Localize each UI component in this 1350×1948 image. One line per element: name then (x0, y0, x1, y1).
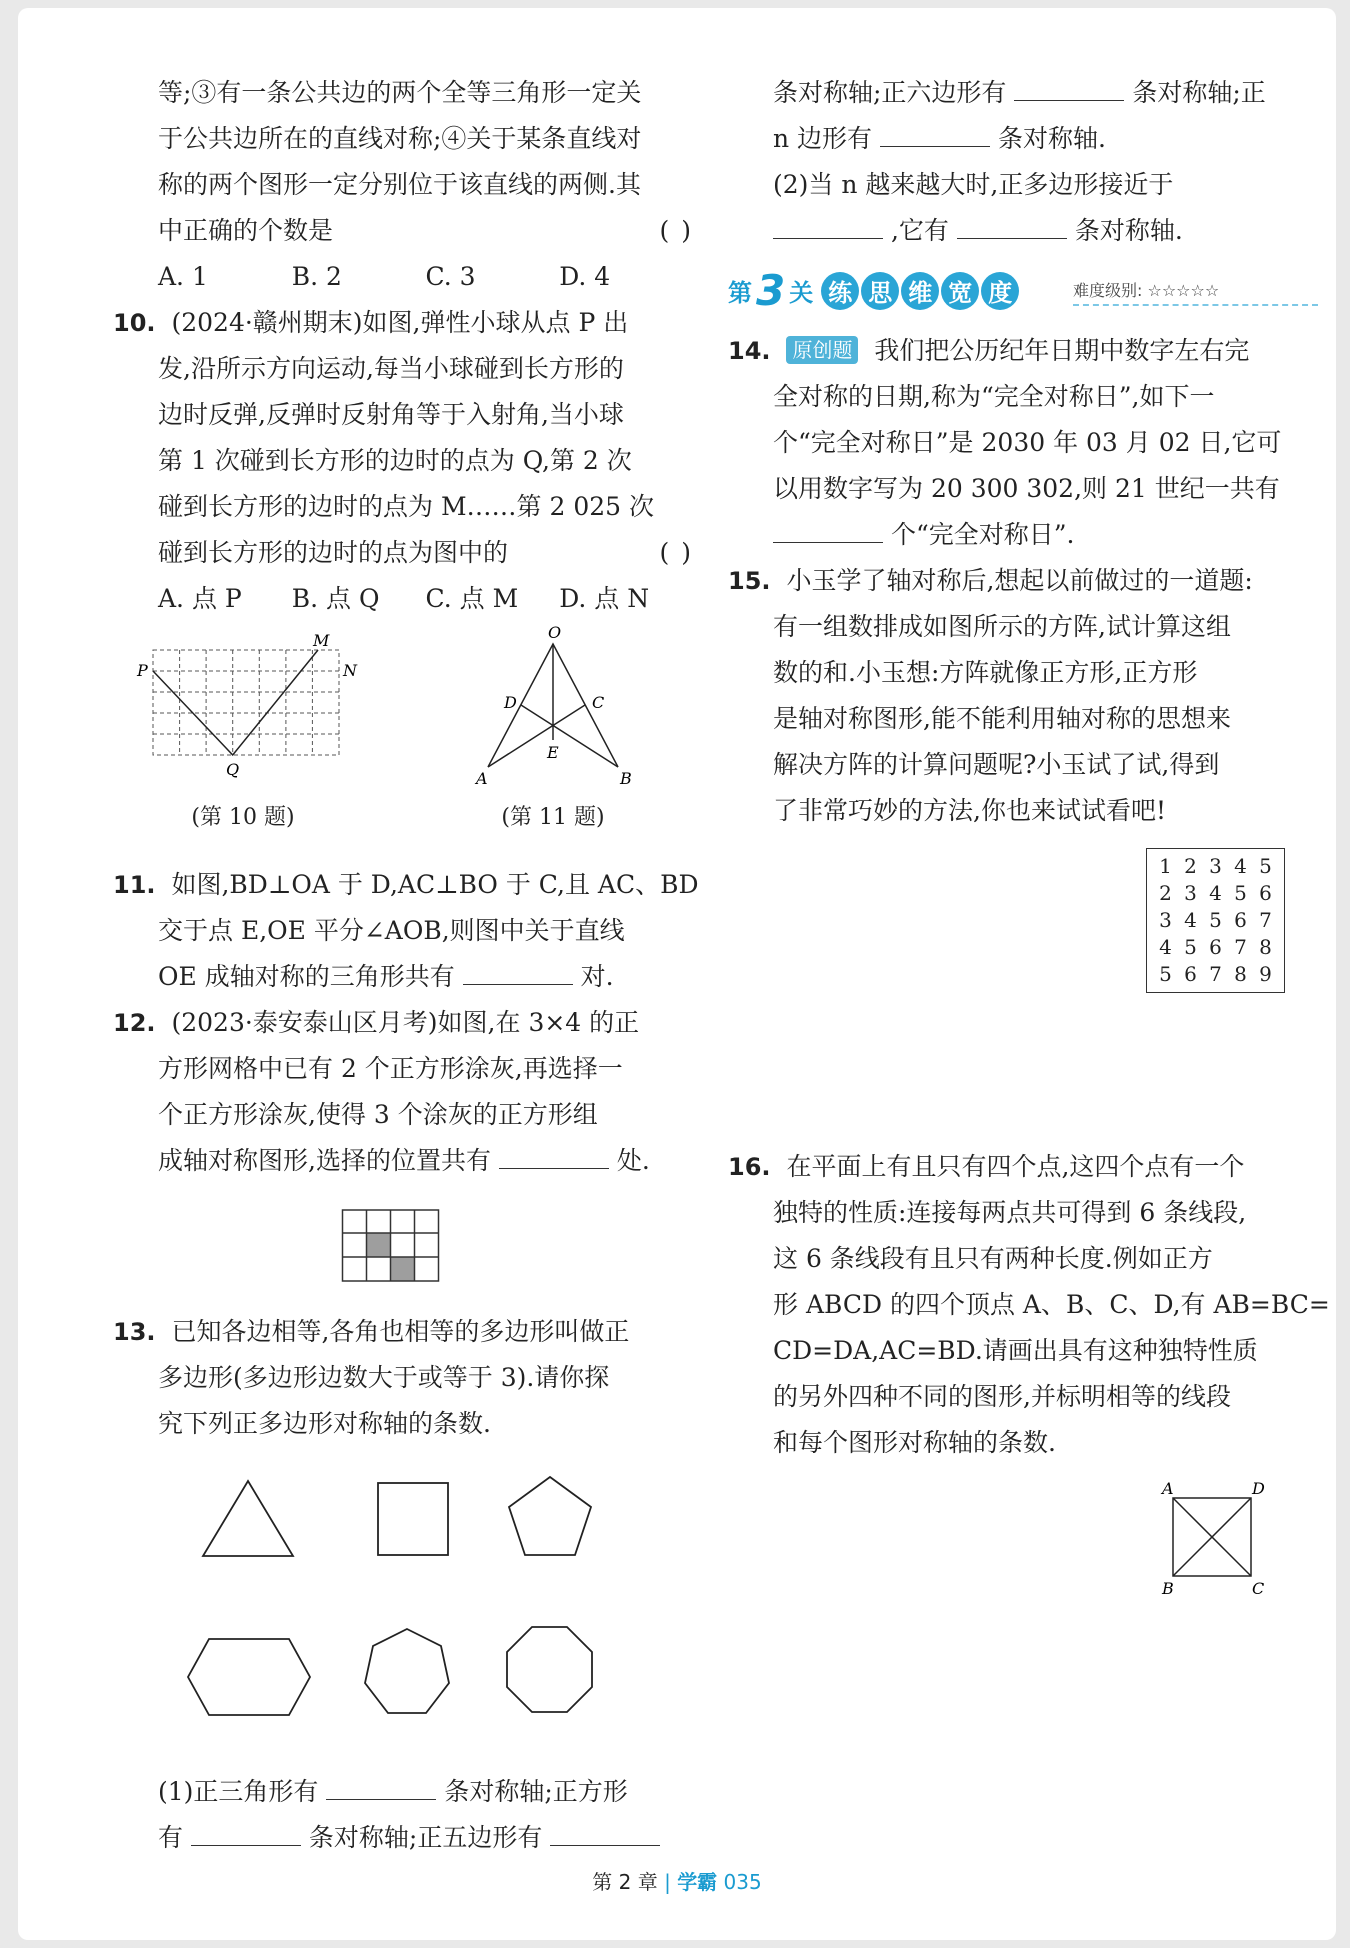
label-o: O (548, 623, 562, 642)
answer-paren: ( ) (659, 538, 693, 567)
matrix-row (1153, 934, 1278, 961)
brand-label: 学霸 (677, 1870, 718, 1894)
q10-line: 发,沿所示方向运动,每当小球碰到长方形的 (158, 354, 624, 383)
matrix-cell: 4 (1234, 854, 1247, 878)
q13-cont-line (728, 70, 1318, 116)
q13-text: 条对称轴;正 (1132, 78, 1266, 107)
matrix-cell: 6 (1259, 881, 1272, 905)
answer-blank (463, 961, 573, 985)
q16-figure-wrap (728, 1466, 1318, 1616)
label-e: E (547, 743, 559, 762)
pentagon-shape (509, 1477, 591, 1555)
q16-line: 的另外四种不同的图形,并标明相等的线段 (773, 1382, 1231, 1411)
q10-options (113, 576, 693, 622)
q14-line (728, 328, 1318, 374)
left-column (113, 70, 699, 1861)
option-d: D. 点 N (559, 584, 650, 613)
answer-paren: ( ) (659, 216, 693, 245)
question-number: 15. (728, 567, 771, 595)
section-name-char: 思 (861, 272, 899, 310)
option-d: D. 4 (559, 262, 611, 291)
q16-text: 在平面上有且只有四个点,这四个点有一个 (786, 1152, 1245, 1181)
section-title (728, 266, 1021, 315)
label-a: A (1162, 1479, 1174, 1498)
option-b: B. 点 Q (291, 584, 380, 613)
matrix-cell: 8 (1234, 962, 1247, 986)
matrix-cell: 6 (1234, 908, 1247, 932)
q12-text: 处. (616, 1146, 650, 1175)
question-number: 11. (113, 871, 156, 899)
section-name-char: 维 (901, 272, 939, 310)
label-c: C (1252, 1579, 1265, 1598)
q12-text: 成轴对称图形,选择的位置共有 (158, 1146, 491, 1175)
q12-figure-wrap (113, 1184, 693, 1309)
label-d: D (1252, 1479, 1265, 1498)
q13-line: 多边形(多边形边数大于或等于 3).请你探 (158, 1363, 610, 1392)
answer-blank (550, 1822, 660, 1846)
octagon-shape (507, 1627, 592, 1712)
q13-cont-line (728, 208, 1318, 254)
q14-line: 以用数字写为 20 300 302,则 21 世纪一共有 (773, 474, 1280, 503)
matrix-cell: 3 (1159, 908, 1172, 932)
triangle-shape (203, 1481, 293, 1556)
matrix-cell: 4 (1184, 908, 1197, 932)
q11-line (113, 954, 693, 1000)
q15-line: 有一组数排成如图所示的方阵,试计算这组 (773, 612, 1231, 641)
page-footer (18, 1866, 1336, 1895)
q12-line (113, 1138, 693, 1184)
q10-line (113, 530, 693, 576)
q10-line: 边时反弹,反弹时反射角等于入射角,当小球 (158, 400, 624, 429)
matrix-cell: 4 (1159, 935, 1172, 959)
q11-text: OE 成轴对称的三角形共有 (158, 962, 455, 991)
section-name (821, 272, 1021, 310)
matrix-cell: 5 (1259, 854, 1272, 878)
label-p: P (137, 661, 148, 680)
answer-blank (773, 215, 883, 239)
label-b: B (620, 769, 632, 788)
q12-line (113, 1000, 693, 1046)
q15-text: 小玉学了轴对称后,想起以前做过的一道题: (786, 566, 1253, 595)
label-b: B (1162, 1579, 1174, 1598)
matrix-cell: 5 (1159, 962, 1172, 986)
q10-figure (133, 630, 357, 780)
matrix-cell: 6 (1184, 962, 1197, 986)
page (18, 8, 1336, 1940)
q11-line (113, 862, 699, 908)
label-c: C (592, 693, 605, 712)
q12-line: 个正方形涂灰,使得 3 个涂灰的正方形组 (158, 1100, 598, 1129)
q13-text: 条对称轴;正六边形有 (773, 78, 1007, 107)
q13-sub1-line (113, 1815, 693, 1861)
section-name-char: 宽 (941, 272, 979, 310)
matrix-cell: 5 (1184, 935, 1197, 959)
label-q: Q (226, 760, 240, 779)
q16-line: 这 6 条线段有且只有两种长度.例如正方 (773, 1244, 1213, 1273)
q13-text: 条对称轴;正方形 (444, 1777, 628, 1806)
section-name-char: 度 (981, 272, 1019, 310)
square-shape (378, 1483, 448, 1555)
q13-line: 究下列正多边形对称轴的条数. (158, 1409, 491, 1438)
label-n: N (343, 661, 357, 680)
original-tag: 原创题 (786, 336, 858, 364)
section-divider (1073, 304, 1318, 306)
square-abcd-figure (1158, 1480, 1268, 1600)
matrix-cell: 5 (1209, 908, 1222, 932)
q14-line: 全对称的日期,称为“完全对称日”,如下一 (773, 382, 1215, 411)
q13-text: 条对称轴. (997, 124, 1106, 153)
q13-cont-line (728, 116, 1318, 162)
label-m: M (313, 631, 330, 650)
hexagon-shape (188, 1639, 310, 1715)
page-number: 035 (723, 1870, 762, 1894)
option-c: C. 3 (425, 262, 476, 291)
heptagon-shape (365, 1629, 449, 1713)
q13-text: 条对称轴;正五边形有 (308, 1823, 543, 1852)
q9-options (113, 254, 693, 300)
q16-line (728, 1144, 1318, 1190)
q11-figure (468, 622, 638, 792)
matrix-cell: 2 (1184, 854, 1197, 878)
q12-line: 方形网格中已有 2 个正方形涂灰,再选择一 (158, 1054, 623, 1083)
q9-line: 称的两个图形一定分别位于该直线的两侧.其 (158, 170, 641, 199)
q11-text: 如图,BD⊥OA 于 D,AC⊥BO 于 C,且 AC、BD (171, 870, 699, 899)
q13-text: (1)正三角形有 (158, 1777, 319, 1806)
matrix-row (1153, 853, 1278, 880)
answer-blank (326, 1776, 436, 1800)
q15-line: 数的和.小玉想:方阵就像正方形,正方形 (773, 658, 1198, 687)
q10-text: (2024·赣州期末)如图,弹性小球从点 P 出 (171, 308, 629, 337)
section-name-char: 练 (821, 272, 859, 310)
question-number: 16. (728, 1153, 771, 1181)
number-matrix (1146, 848, 1285, 993)
q14-text: 个“完全对称日”. (890, 520, 1075, 549)
difficulty-level: 难度级别: ☆☆☆☆☆ (1073, 281, 1220, 300)
option-a: A. 点 P (158, 584, 242, 613)
label-a: A (476, 769, 488, 788)
q13-cont-line: (2)当 n 越来越大时,正多边形接近于 (773, 170, 1174, 199)
question-number: 13. (113, 1318, 156, 1346)
q13-sub1-line (113, 1769, 693, 1815)
q16-line: CD=DA,AC=BD.请画出具有这种独特性质 (773, 1336, 1258, 1365)
answer-blank (1014, 77, 1124, 101)
q11-text: 对. (580, 962, 614, 991)
option-c: C. 点 M (425, 584, 519, 613)
q9-line (113, 208, 693, 254)
section-suffix: 关 (789, 279, 814, 307)
q14-line: 个“完全对称日”是 2030 年 03 月 02 日,它可 (773, 428, 1282, 457)
polygons-figure (153, 1471, 673, 1761)
q16-line: 独特的性质:连接每两点共可得到 6 条线段, (773, 1198, 1247, 1227)
matrix-row (1153, 907, 1278, 934)
matrix-cell: 2 (1159, 881, 1172, 905)
matrix-cell: 8 (1259, 935, 1272, 959)
answer-blank (880, 123, 990, 147)
q16-line: 和每个图形对称轴的条数. (773, 1428, 1056, 1457)
answer-blank (191, 1822, 301, 1846)
q15-figure-wrap (728, 834, 1318, 1144)
figures-row (113, 622, 693, 862)
q15-line: 了非常巧妙的方法,你也来试试看吧! (773, 796, 1166, 825)
option-b: B. 2 (291, 262, 342, 291)
option-a: A. 1 (158, 262, 208, 291)
q15-line: 是轴对称图形,能不能利用轴对称的思想来 (773, 704, 1231, 733)
matrix-cell: 7 (1209, 962, 1222, 986)
q9-line: 等;③有一条公共边的两个全等三角形一定关 (158, 78, 642, 107)
q13-line (113, 1309, 693, 1355)
q13-text: 条对称轴. (1074, 216, 1183, 245)
q10-line (113, 300, 693, 346)
question-number: 12. (113, 1009, 156, 1037)
matrix-cell: 4 (1209, 881, 1222, 905)
matrix-cell: 9 (1259, 962, 1272, 986)
q10-line: 碰到长方形的边时的点为 M……第 2 025 次 (158, 492, 655, 521)
answer-blank (957, 215, 1067, 239)
matrix-cell: 1 (1159, 854, 1172, 878)
q13-text: 已知各边相等,各角也相等的多边形叫做正 (171, 1317, 630, 1346)
q10-text: 碰到长方形的边时的点为图中的 (158, 538, 509, 567)
answer-blank (773, 519, 883, 543)
question-number: 14. (728, 337, 771, 365)
q10-line: 第 1 次碰到长方形的边时的点为 Q,第 2 次 (158, 446, 632, 475)
matrix-cell: 6 (1209, 935, 1222, 959)
caption-q11: (第 11 题) (501, 805, 605, 830)
right-column (728, 70, 1330, 1616)
matrix-row (1153, 880, 1278, 907)
q12-text: (2023·泰安泰山区月考)如图,在 3×4 的正 (171, 1008, 640, 1037)
answer-blank (499, 1145, 609, 1169)
matrix-cell: 7 (1234, 935, 1247, 959)
q9-line: 于公共边所在的直线对称;④关于某条直线对 (158, 124, 642, 153)
section-prefix: 第 (728, 279, 752, 307)
q9-line-text: 中正确的个数是 (158, 216, 334, 245)
chapter-label: 第 2 章 (592, 1870, 658, 1894)
footer-divider: | (664, 1870, 671, 1894)
q16-line: 形 ABCD 的四个顶点 A、B、C、D,有 AB=BC= (773, 1290, 1330, 1319)
caption-q10: (第 10 题) (191, 805, 295, 830)
label-d: D (504, 693, 517, 712)
question-number: 10. (113, 309, 156, 337)
q12-grid-figure (341, 1209, 467, 1305)
matrix-cell: 3 (1184, 881, 1197, 905)
q14-line (728, 512, 1318, 558)
q15-line (728, 558, 1318, 604)
matrix-cell: 5 (1234, 881, 1247, 905)
section-number: 3 (756, 266, 786, 315)
q13-text: ,它有 (890, 216, 949, 245)
q14-text: 我们把公历纪年日期中数字左右完 (874, 336, 1250, 365)
q13-text: n 边形有 (773, 124, 873, 153)
q15-line: 解决方阵的计算问题呢?小玉试了试,得到 (773, 750, 1220, 779)
q11-line: 交于点 E,OE 平分∠AOB,则图中关于直线 (158, 916, 625, 945)
section-header (728, 260, 1318, 320)
matrix-row (1153, 961, 1278, 988)
matrix-cell: 3 (1209, 854, 1222, 878)
matrix-cell: 7 (1259, 908, 1272, 932)
q13-text: 有 (158, 1823, 184, 1852)
